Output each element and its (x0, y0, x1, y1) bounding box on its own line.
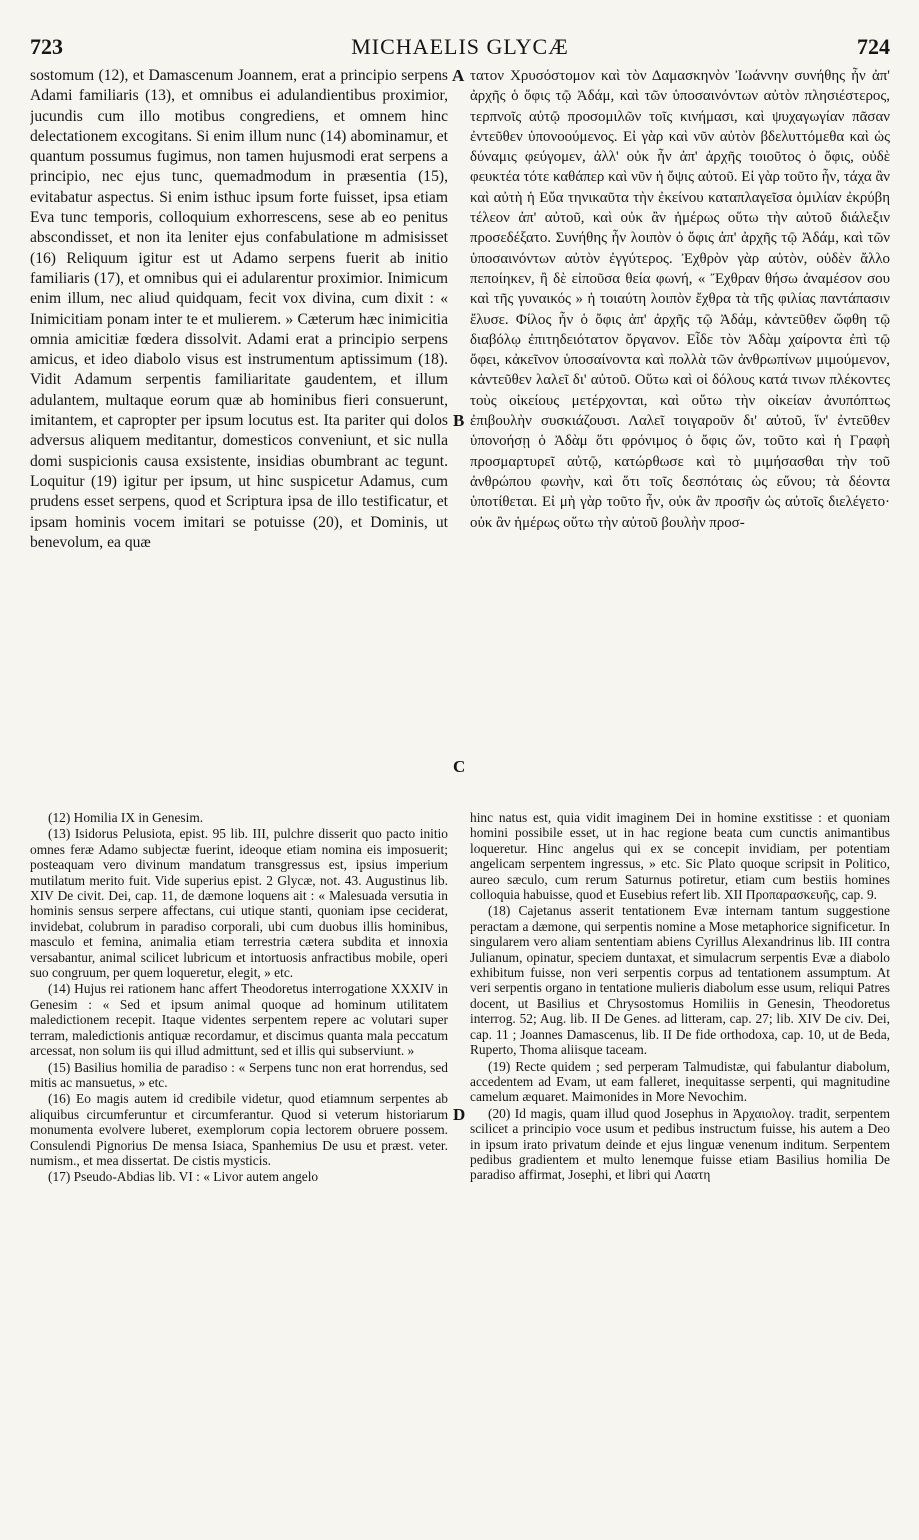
section-marker-c: C (453, 757, 466, 776)
footnote-12: (12) Homilia IX in Genesim. (48, 810, 204, 825)
running-title: MICHAELIS GLYCÆ (351, 34, 569, 59)
latin-main-column (30, 66, 448, 794)
footnote-19: (19) Recte quidem ; sed perperam Talmudistæ, qui fabulantur diabolum, accedentem ad Evam, ut eam falleret, inequitasse serpenti, qui magnitudine camelum æquaret. Maimonides in More Nevochim. (470, 1058, 890, 1105)
page-number-right: 724 (857, 34, 890, 59)
footnote-18: (18) Cajetanus asserit tentationem Evæ internam tantum suggestione peractam a dæmone, qui serpentis nomine a Mose metaphorice significetur. In singularem vero aliam sententiam abiens Cyrillus Alexandrinus lib. III contra Julianum, opinatur, speciem duntaxat, et simulacrum serpentis Evæ a diabolo exhibitum fuisse, non veri serpentis corpus ad tentationem assumptum. At veri serpentis organo in tentatione mulieris diabolum esse usum, reliqui Patres docent, ut Basilius et Chrysostomus Homiliis in Genesin, Theodoretus interrog. 52; Aug. lib. II De Genes. ad litteram, cap. 27; lib. XIV De civ. Dei, cap. 11 ; Joannes Damascenus, lib. II De fide orthodoxa, cap. 10, ut de Beda, Ruperto, Thoma aliisque taceam. (470, 903, 890, 1058)
section-marker-d: D (453, 1105, 466, 1124)
footnotes-left-column (30, 810, 448, 1510)
section-marker-b: B (453, 411, 465, 430)
latin-main-text: sostomum (12), et Damascenum Joannem, erat a principio serpens Adami familiaris (13), et omnibus ei adulandientibus proximior, jucundis cum illo motibus congrediens, et omnem hinc delectationem excogitans. Si enim illum nunc (14) abominamur, et quantum possumus fugimus, non tamen hujusmodi erat serpens a principio, nec ejus tunc, quemadmodum in præsentia (15), evitabatur aspectus. Si enim isthuc ipsum forte fuisset, ipsa etiam Eva tunc temporis, colloquium exhorrescens, sese ab eo penitus abscondisset, et non ita leniter ejus confabulatione m admisisset (16) Reliquum igitur est ut Adamo serpens fuerit ab initio familiaris (17), et omnibus qui ei adularentur proximior. Inimicum enim illum, nec aliud quidquam, fecit vox divina, cum dixit : « Inimicitiam ponam inter te et mulierem. » Cæterum hæc inimicitia omnia amicitiæ fœdera dissolvit. Adami erat a principio serpens amicus, et ideo diabolo visus est instrumentum aptissimum (18). Vidit Adamum serpentis familiaritate gaudentem, et illum adulantem, multaque eorum quæ ab hominibus fieri consuerunt, imitantem, et capropter per ipsum locutus est. Ita pariter qui dolos adversus aliquem meditantur, domesticos conveniunt, et sic nulla domi suspicionis causa exsistente, insidias obumbrant ac tegunt. Loquitur (19) igitur per ipsum, ut hinc suspicetur Adamus, cum prudens esset serpens, quod et Scriptura ipsa de illo testificatur, et ipsam hominis vocem imitari se potuisse (20), et Dominis, ut benevolum, ea quæ (30, 67, 448, 551)
footnote-13: (13) Isidorus Pelusiota, epist. 95 lib. III, pulchre disserit quo pacto initio omnes feræ Adamo subjectæ fuerint, ideoque etiam nomina eis imposuerit; posteaquam vero divinum mandatum transgressus est, ipsius imperium mutilatum merito fuit. Vide superius epist. 2 Glycæ, not. 43. Augustinus lib. XIV De civit. Dei, cap. 11, de dæmone loquens ait : « Malesuada versutia in hominis sensus serpere affectans, cui utique stanti, quoniam ipse ceciderat, invidebat, colubrum in paradiso corporali, ubi cum duobus illis hominibus, masculo et femina, animalia etiam terrestria cætera subdita et innoxia versabantur, animal scilicet lubricum et intortuosis anfractibus mobile, operi suo congruum, per quem loqueretur, elegit, » etc. (30, 826, 448, 981)
footnote-14: (14) Hujus rei rationem hanc affert Theodoretus interrogatione XXXIV in Genesim : « Sed et ipsum animal quoque ad hominum utilitatem maledictionem recepit. Itaque videntes serpentem repere ac volutari super terram, maledictionis antiquæ recordamur, et discimus quanta mala peccatum arcessat, non solum iis qui illud admittunt, sed et illis qui subserviunt. » (30, 981, 448, 1059)
greek-main-text: τατον Χρυσόστομον καὶ τὸν Δαμασκηνὸν Ἰωάννην συνήθης ἦν ἀπ' ἀρχῆς ὁ ὄφις τῷ Ἀδάμ, καὶ τῶν ὑποσαινόντων αὐτὸν πλησιέστερος, τερπνοῖς αὐτῷ προσομιλῶν τοῖς κινήμασι, καὶ ψυχαγωγίαν πᾶσαν ἐντεῦθεν ὑπονοούμενος. Εἰ γὰρ καὶ νῦν αὐτὸν βδελυττόμεθα καὶ ὡς δύναμις φεύγομεν, ἀλλ' οὐκ ἦν ἀπ' ἀρχῆς τοιοῦτος ὁ ὄφις, οὐδὲ φευκτέα τότε καθάπερ καὶ νῦν ἡ ὄψις αὐτοῦ. Εἰ γὰρ τοῦτο ἦν, τάχα ἂν καὶ αὐτὴ ἡ Εὔα τηνικαῦτα τὴν ἐκείνου καταπλαγεῖσα ὁμιλίαν ἐκρύβη τέλεον ἀπ' αὐτοῦ, καὶ οὐκ ἂν ἡμέρως οὕτω τὴν αὐτοῦ διάλεξιν προσεδέξατο. Συνήθης ἦν λοιπὸν ὁ ὄφις ἀπ' ἀρχῆς τῷ Ἀδάμ, καὶ τῶν ὑποσαινόντων αὐτὸν ἐγγύτερος. Ἐχθρὸν γὰρ αὐτὸν, οὐδὲν ἄλλο πεποίηκεν, ἢ δὲ εἰποῦσα θεία φωνή, « Ἔχθραν θήσω ἀναμέσον σου καὶ τῆς γυναικός » ἡ τοιαύτη λοιπὸν ἔχθρα τὰ τῆς φιλίας παντάπασιν ἔλυσε. Φίλος ἦν ὁ ὄφις ἀπ' ἀρχῆς τῷ Ἀδάμ, κἀντεῦθεν ὤφθη τῷ διαβόλῳ ἐπιτηδειότατον ὄργανον. Εἶδε τὸν Ἀδὰμ χαίροντα ἐπὶ τῷ ὄφει, κἀκεῖνον ὑποσαίνοντα καὶ πολλὰ τῶν ἀνθρωπίνων μιμούμενον, κἀντεῦθεν λαλεῖ δι' αὐτοῦ. Οὕτω καὶ οἱ δόλους κατά τινων πλέκοντες τοὺς οἰκείους μετέρχονται, καὶ οὕτω τὴν οἰκείαν ἀνυπόπτως ἐπιβουλὴν συσκιάζουσι. Λαλεῖ τοιγαροῦν δι' αὐτοῦ, ἵν' ἐντεῦθεν ὑπονοήσῃ ὁ Ἀδὰμ ὅτι φρόνιμος ὁ ὄφις ὤν, τοῦτο καὶ ἡ Γραφὴ προσμαρτυρεῖ αὐτῷ, κατώρθωσε καὶ τὸ μιμήσασθαι τὴν τοῦ ἀνθρώπου φωνὴν, καὶ ὅτι τοῖς δεσπόταις ὡς εὔνου; τὰ δέοντα ὑποτίθεται. Εἰ μὴ γὰρ τοῦτο ἦν, οὐκ ἂν προσῆν ὡς αὐτοῖς διελέγετο· οὐκ ἂν ἡμέρως οὕτω τὴν αὐτοῦ βουλὴν προσ- (470, 68, 890, 531)
footnote-17-continued: hinc natus est, quia vidit imaginem Dei in homine exstitisse : et quoniam homini possibile esset, ut in hac regione beata cum cunctis animantibus loqueretur. Hinc angelus qui ex se concepit invidiam, per potentiam angelicam serpentem ingressus, » etc. Sic Plato quoque scripsit in Politico, aureo sæculo, cum rerum Saturnus potiretur, etiam cum bestiis homines colloquia habuisse, quod et Eusebius refert lib. XII Προπαρασκευῆς, cap. 9. (470, 810, 890, 903)
footnotes-right-column (470, 810, 890, 1510)
section-marker-a: A (452, 66, 465, 85)
footnote-20: (20) Id magis, quam illud quod Josephus in Ἀρχαιολογ. tradit, serpentem scilicet a principio voce usum et pedibus instructum fuisse, his autem a Deo in ipsum irato privatum deinde et ejus linguæ venenum inditum. Serpentem pedibus gradientem et multo lenemque fuisse etiam Basilius homilia De paradiso affirmat, Josephi, et libri qui Λαατη (470, 1105, 890, 1183)
greek-main-column (470, 66, 890, 794)
footnote-16: (16) Eo magis autem id credibile videtur, quod etiamnum serpentes ab aliquibus circumferuntur et circumferantur. Quod si veterum historiarum monumenta evolvere luberet, exemplorum copia lectorem obruere possem. Consulendi Pignorius De mensa Isiaca, Spanhemius De usu et præst. veter. numism., et mea dissertat. De cistis mysticis. (30, 1091, 448, 1168)
page-number-left: 723 (30, 34, 63, 59)
page-header (30, 34, 890, 60)
footnote-17: (17) Pseudo-Abdias lib. VI : « Livor autem angelo (48, 1169, 319, 1185)
footnote-15: (15) Basilius homilia de paradiso : « Serpens tunc non erat horrendus, sed mitis ac mansuetus, » etc. (30, 1059, 448, 1090)
